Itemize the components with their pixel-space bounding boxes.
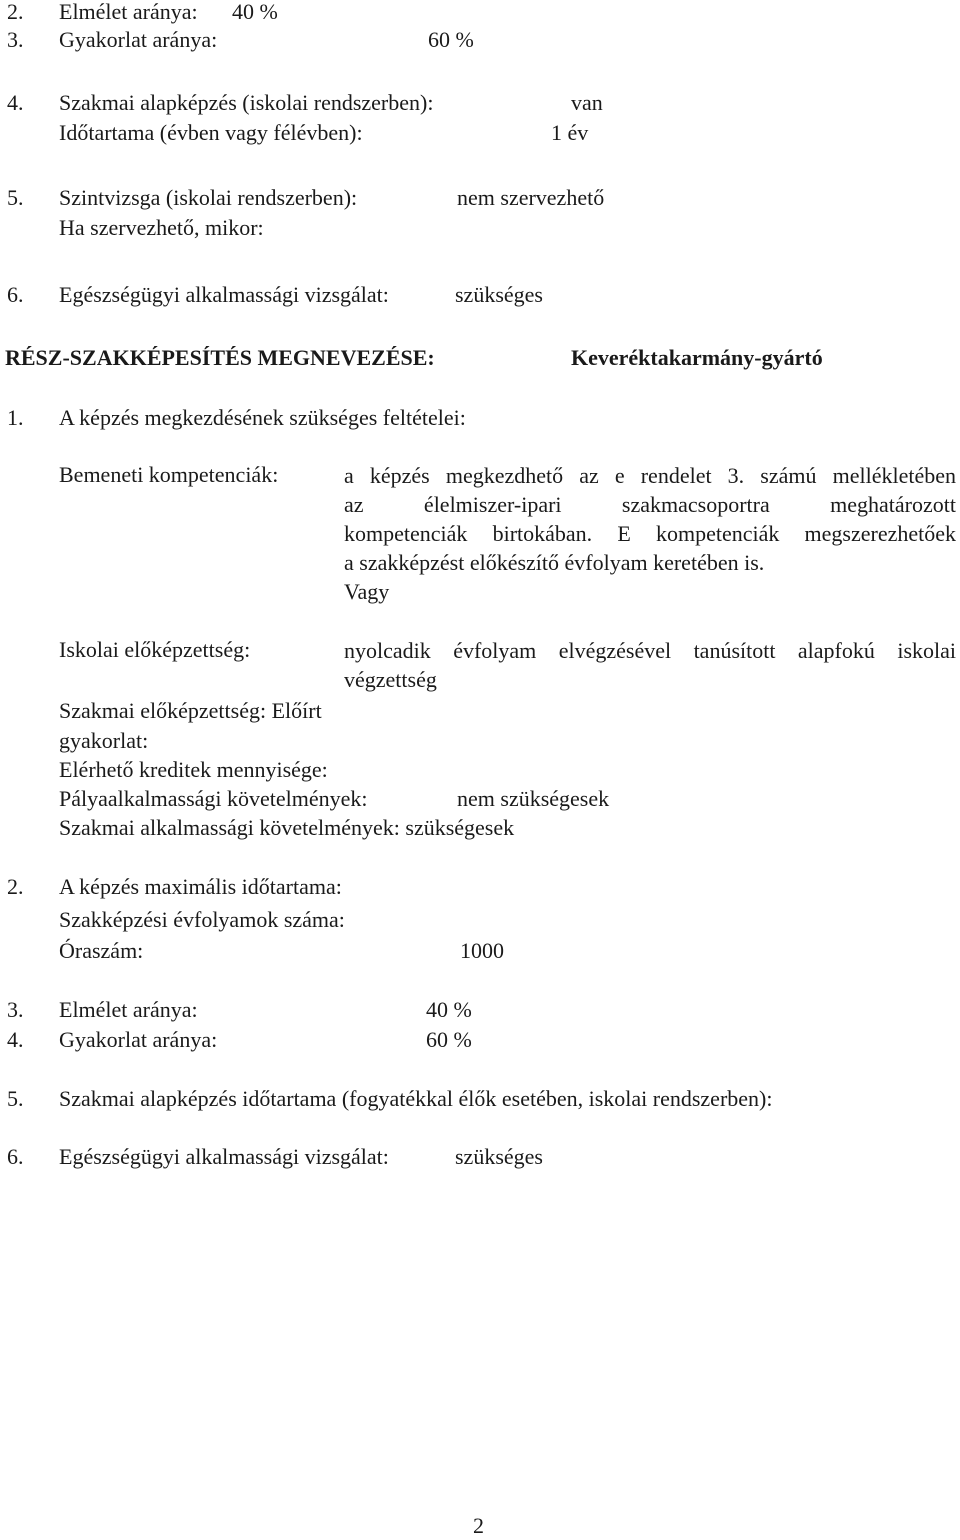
egeszseg-value: szükséges [455,1144,543,1169]
page-number: 2 [473,1513,484,1538]
section-heading: RÉSZ-SZAKKÉPESÍTÉS MEGNEVEZÉSE: [5,345,435,370]
elmelet-value: 40 % [232,0,278,24]
text-line: a képzés megkezdhető az e rendelet 3. számú mellékletében [344,463,956,488]
iskolai-text [344,636,956,694]
gyakorlat-value: 60 % [428,27,474,52]
item-number: 5. [7,185,24,210]
text-line: az élelmiszer-ipari szakmacsoportra meghatározott [344,492,956,517]
qualification-name: Keveréktakarmány-gyártó [571,345,823,370]
egeszseg-label: Egészségügyi alkalmassági vizsgálat: [59,282,389,307]
text-line: végzettség [344,667,437,692]
gyakorlat-label: Gyakorlat aránya: [59,1027,218,1052]
gyakorlat-label: Gyakorlat aránya: [59,27,218,52]
elmelet-label: Elmélet aránya: [59,997,198,1022]
item-number: 2. [7,0,24,24]
item-number: 4. [7,1027,24,1052]
egeszseg-value: szükséges [455,282,543,307]
kreditek-label: Elérhető kreditek mennyisége: [59,757,328,782]
text-line: kompetenciák birtokában. E kompetenciák megszerezhetőek [344,521,956,546]
mikor-label: Ha szervezhető, mikor: [59,215,264,240]
item-number: 6. [7,1144,24,1169]
gyakorlat-label: gyakorlat: [59,728,149,753]
item-number: 1. [7,405,24,430]
szakmai-elokepzettseg: Szakmai előképzettség: Előírt [59,698,322,723]
palya-label: Pályaalkalmassági követelmények: [59,786,368,811]
item-number: 5. [7,1086,24,1111]
item-number: 2. [7,874,24,899]
vagy-text: Vagy [344,579,390,604]
szintvizsga-label: Szintvizsga (iskolai rendszerben): [59,185,358,210]
alapkepzes-value: van [571,90,603,115]
szintvizsga-value: nem szervezhető [457,185,605,210]
egeszseg-label: Egészségügyi alkalmassági vizsgálat: [59,1144,389,1169]
gyakorlat-value: 60 % [426,1027,472,1052]
idotartam-value: 1 év [551,120,589,145]
elmelet-value: 40 % [426,997,472,1022]
item-number: 3. [7,27,24,52]
item2-title: A képzés maximális időtartama: [59,874,342,899]
item-number: 6. [7,282,24,307]
text-line: nyolcadik évfolyam elvégzésével tanúsított alapfokú iskolai [344,638,956,663]
evfolyamok-label: Szakképzési évfolyamok száma: [59,907,345,932]
bemeneti-label: Bemeneti kompetenciák: [59,462,279,487]
text-line: a szakképzést előkészítő évfolyam keretében is. [344,550,765,575]
item-number: 4. [7,90,24,115]
iskolai-label: Iskolai előképzettség: [59,637,251,662]
szakmai-alkalmassagi: Szakmai alkalmassági követelmények: szükségesek [59,815,515,840]
elmelet-label: Elmélet aránya: [59,0,198,24]
oraszam-label: Óraszám: [59,938,144,963]
palya-value: nem szükségesek [457,786,610,811]
oraszam-value: 1000 [460,938,504,963]
item1-title: A képzés megkezdésének szükséges feltételei: [59,405,466,430]
idotartam-label: Időtartama (évben vagy félévben): [59,120,363,145]
bemeneti-text [344,461,956,606]
item5-label: Szakmai alapképzés időtartama (fogyatékkal élők esetében, iskolai rendszerben): [59,1086,773,1111]
alapkepzes-label: Szakmai alapképzés (iskolai rendszerben): [59,90,434,115]
item-number: 3. [7,997,24,1022]
